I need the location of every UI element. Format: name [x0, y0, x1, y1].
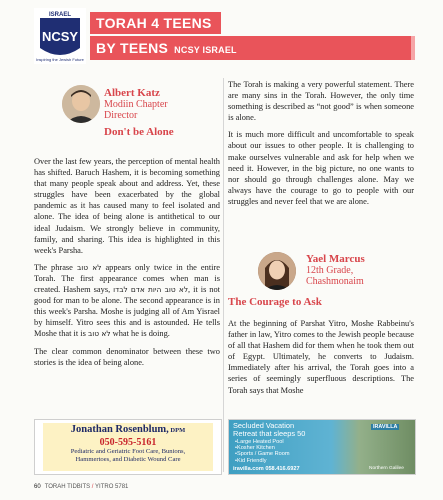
- left-p2-seg-d: what he is doing.: [110, 329, 170, 339]
- ad-vacation-title-2: Retreat that sleeps 50: [233, 429, 306, 438]
- banner-subtitle: NCSY ISRAEL: [174, 45, 237, 55]
- ad-podiatrist-box: [43, 423, 213, 471]
- ad-vacation-title: [233, 422, 305, 438]
- ad-podiatrist-phone: 050-595-5161: [99, 437, 157, 448]
- left-p2-hebrew-2: לא טוב היות אדם לבדו: [113, 285, 189, 295]
- ad-vacation-logo: IRAVILLA: [373, 424, 398, 430]
- left-p2-hebrew-1: לא טוב: [76, 262, 102, 272]
- right-paragraph-1: The Torah is making a very powerful statement. There are many sins in the Torah. However, the only time something is described as “not good” is when someone is alone.: [228, 80, 414, 123]
- left-paragraph-3: The clear common denominator between these two stories is the idea of being alone.: [34, 346, 220, 367]
- ad-vacation-feature: • Large Heated Pool: [235, 439, 290, 445]
- author2-article-title: The Courage to Ask: [228, 296, 322, 308]
- author1-article-title: Don't be Alone: [104, 126, 174, 138]
- column-divider: [223, 78, 224, 472]
- banner-title-line1: TORAH 4 TEENS: [90, 12, 221, 34]
- author2-name: Yael Marcus: [306, 253, 365, 265]
- footer-issue: YITRO 5781: [95, 484, 129, 490]
- left-paragraph-1: Over the last few years, the perception of mental health has shifted. Baruch Hashem, it is becoming something that many people speak about and address. Yet, these struggles have been exacerbated by the global pandemic as it has caused many to feel isolated and alone. The idea of being alone is antithetical to our ideal Judaism. We strongly believe in community, family, and sharing. This idea is highlighted in this week's Parsha.: [34, 157, 220, 255]
- right-column-text: [228, 79, 414, 213]
- page-footer: [34, 484, 128, 490]
- author1-role-line1: Modiin Chapter: [104, 99, 168, 110]
- ad-vacation-feature: • Kid Friendly: [235, 458, 290, 464]
- page-number: 60: [34, 484, 41, 490]
- ad-podiatrist-name-text: Jonathan Rosenblum,: [70, 424, 169, 435]
- logo-tagline: Inspiring the Jewish Future: [36, 57, 84, 62]
- left-paragraph-2: [34, 262, 220, 340]
- ad-podiatrist-desc-2: Hammertoes, and Diabetic Wound Care: [75, 455, 181, 463]
- left-p2-seg-c: , it is not good for man to be alone. The second appearance is in this week's Parsha. Moshe is judging all of Am Yisrael by himself. Yitro sees this and is astounded. He tells Moshe that it is: [34, 285, 220, 339]
- ad-vacation-feature: • Kosher Kitchen: [235, 445, 290, 451]
- left-p2-seg-a: The phrase: [34, 262, 77, 272]
- ad-vacation-caption: Northern Galilee: [369, 466, 404, 471]
- right-paragraph-3: At the beginning of Parshat Yitro, Moshe Rabbeinu's father in law, Yitro comes to the Jewish people because of all that Hashem did for them when he took them out of Egypt. Ultimately, he converts to Judaism. Immediately after his arrival, the Torah goes into a series of seemingly superfluous descriptions. The Torah says that Moshe: [228, 319, 414, 395]
- left-p2-hebrew-3: לא טוב: [87, 329, 111, 339]
- logo-israel-label: ISRAEL: [48, 12, 72, 18]
- banner-title-line2: [90, 36, 411, 60]
- author1-name: Albert Katz: [104, 87, 160, 99]
- ad-vacation-feature: • Sports / Game Room: [235, 451, 290, 457]
- ad-vacation-features: [235, 439, 290, 464]
- left-p2-seg-b: appears only twice in the entire Torah. The first appearance comes when man is created. Hashem says,: [34, 262, 220, 295]
- ad-vacation-retreat[interactable]: [228, 419, 416, 475]
- ad-podiatrist-desc-1: Pediatric and Geriatric Foot Care, Bunions,: [70, 448, 186, 455]
- ad-vacation-url[interactable]: iravilla.com 058.416.6927: [233, 466, 300, 472]
- author1-role-line2: Director: [104, 110, 138, 121]
- right-column-text-2: [228, 318, 414, 402]
- ad-podiatrist-suffix: DPM: [168, 427, 186, 434]
- left-column-text: [34, 156, 220, 374]
- author2-role-line2: Chashmonaim: [306, 276, 364, 287]
- avatar-albert-katz: [62, 85, 100, 123]
- logo-ncsy-label: NCSY: [41, 29, 79, 44]
- right-paragraph-2: It is much more difficult and uncomfortable to speak about our issues to other people. It is challenging to make ourselves vulnerable and ask for help when we need it. However, in the big picture, no one wants to nor should go through challenges alone. May we always have the courage to go to people with our struggles and never feel that we are alone.: [228, 130, 414, 206]
- ad-podiatrist-name: [43, 424, 213, 437]
- footer-publication: TORAH TIDBITS: [44, 484, 91, 490]
- banner-line2-text: BY TEENS: [96, 40, 169, 56]
- author2-role-line1: 12th Grade,: [306, 265, 354, 276]
- ncsy-logo: [34, 8, 86, 64]
- avatar-yael-marcus: [258, 252, 296, 290]
- footer-separator: /: [90, 484, 96, 490]
- ad-podiatrist[interactable]: [34, 419, 222, 475]
- ad-vacation-title-1: Secluded Vacation: [233, 421, 295, 430]
